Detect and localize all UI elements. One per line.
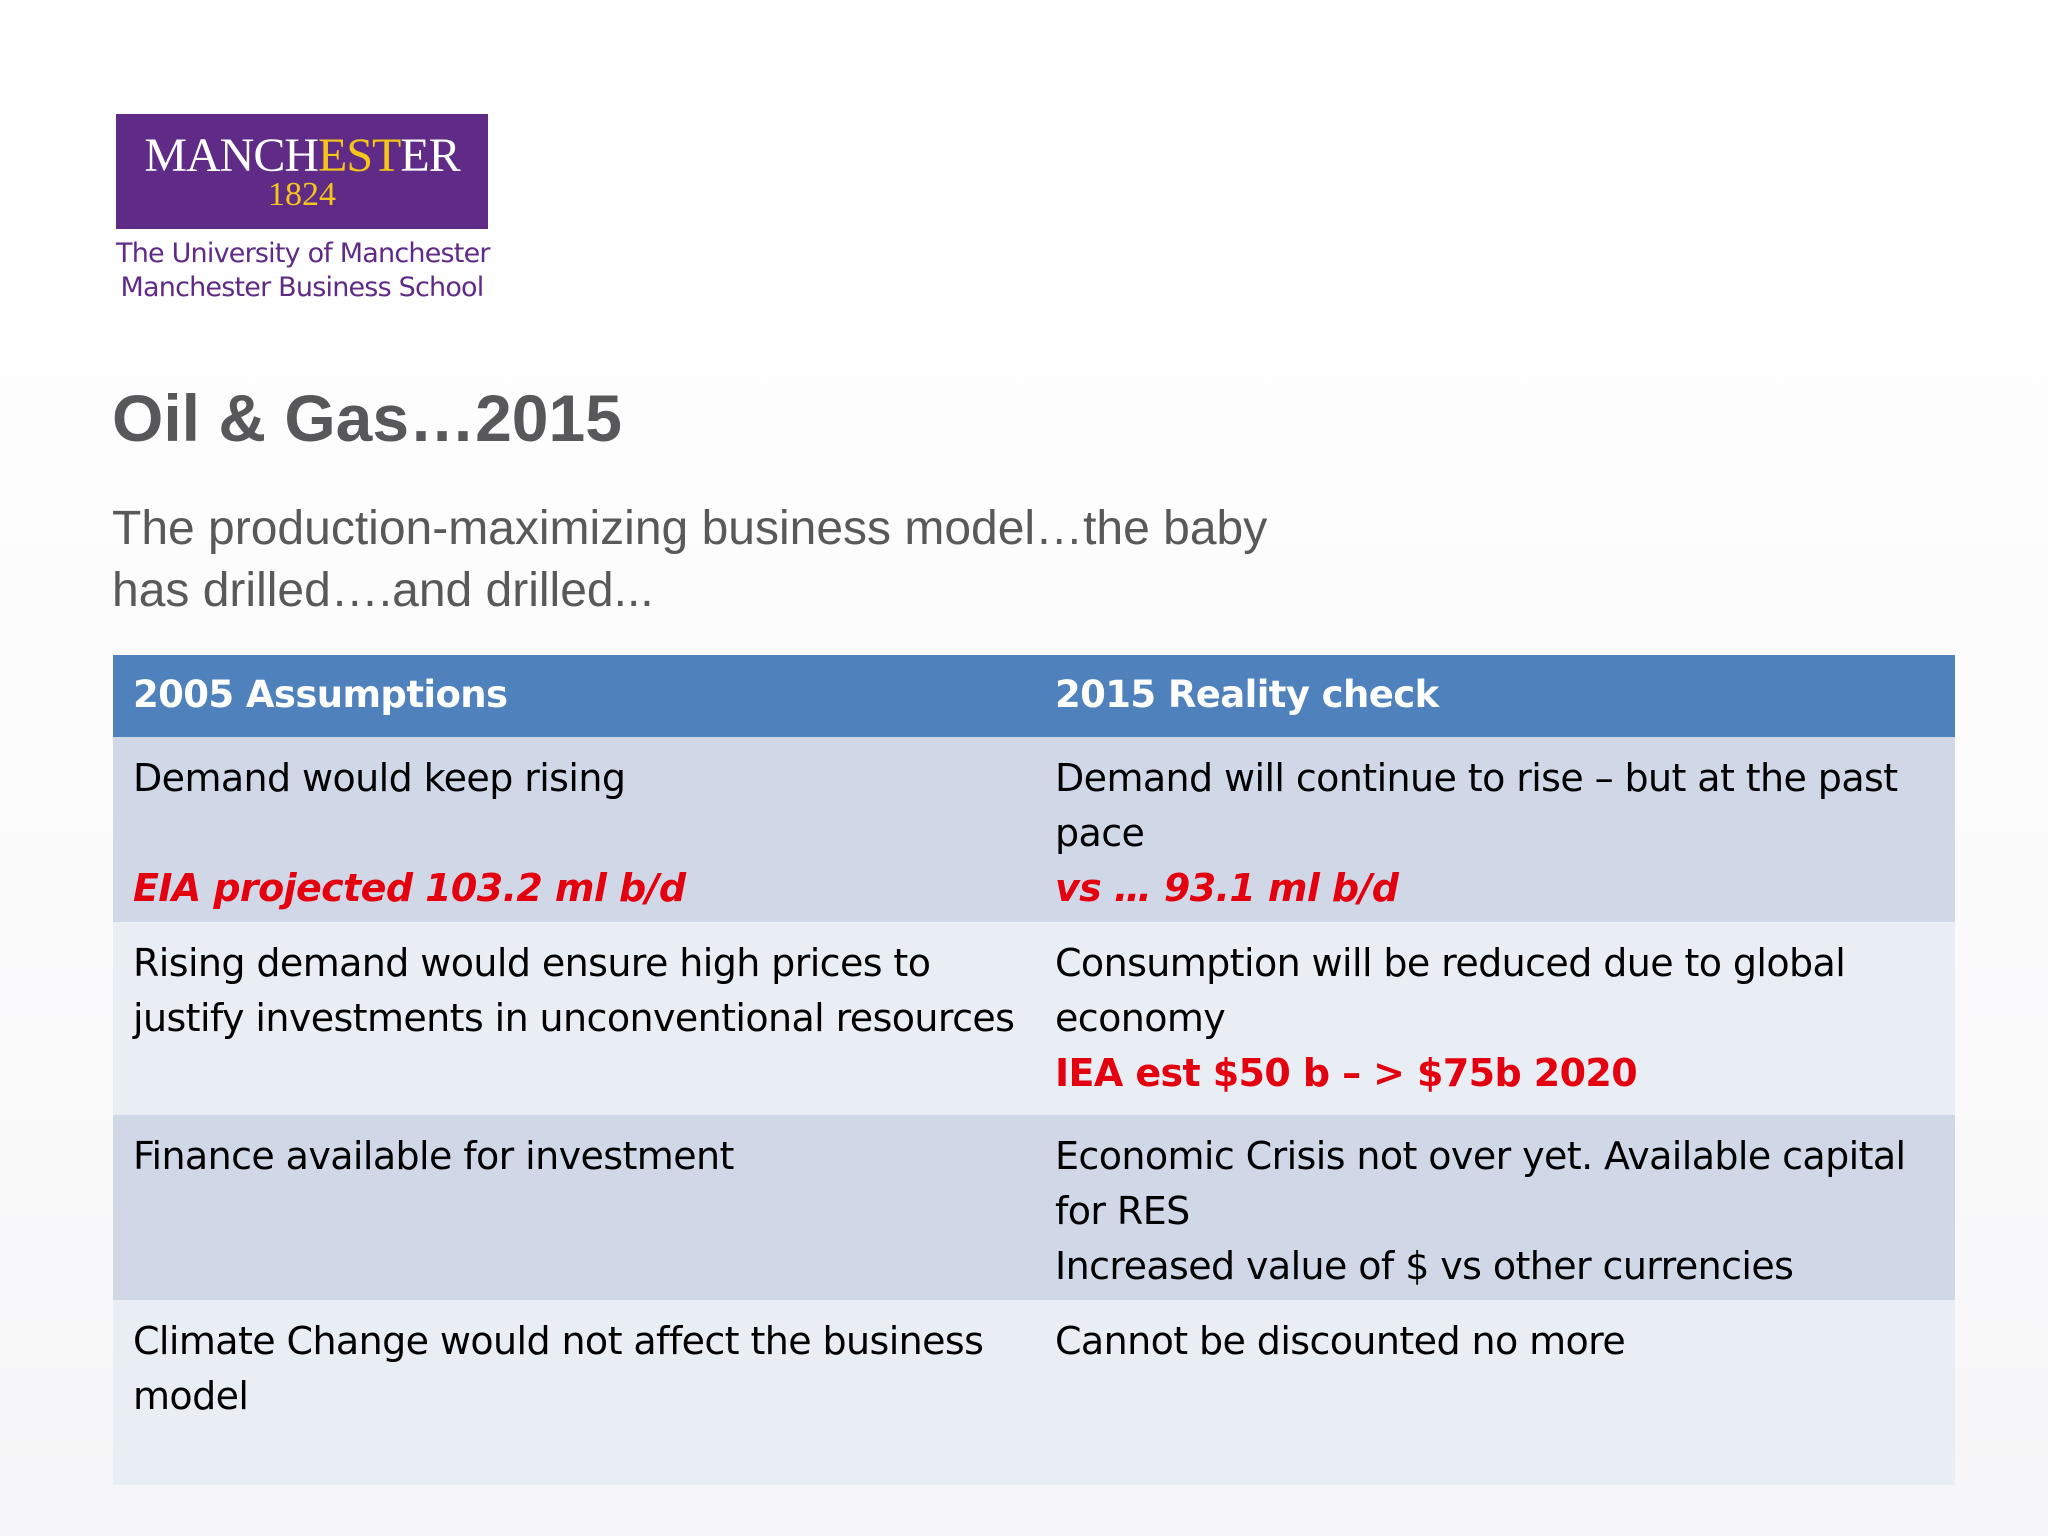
logo-wordmark-part3: ER — [400, 129, 460, 182]
cell-text: Cannot be discounted no more — [1055, 1319, 1626, 1363]
table-cell — [113, 1115, 1035, 1300]
cell-text: Consumption will be reduced due to global economy — [1055, 941, 1846, 1040]
cell-highlight: EIA projected 103.2 ml b/d — [133, 866, 686, 910]
logo-university-name: The University of Manchester — [116, 238, 490, 269]
cell-text: Economic Crisis not over yet. Available capital for RES — [1055, 1134, 1906, 1233]
table-cell — [1035, 1300, 1955, 1485]
table-cell — [113, 1300, 1035, 1485]
logo-wordmark — [116, 129, 488, 182]
table-cell — [1035, 922, 1955, 1115]
header-assumptions: 2005 Assumptions — [133, 673, 508, 716]
cell-spacer — [133, 806, 1015, 861]
table-row — [113, 1300, 1955, 1485]
table-row — [113, 737, 1955, 922]
table-cell — [113, 922, 1035, 1115]
header-reality-check: 2015 Reality check — [1055, 673, 1439, 716]
cell-text: Demand would keep rising — [133, 756, 626, 800]
table-header-row — [113, 655, 1955, 737]
table-cell — [1035, 1115, 1955, 1300]
cell-highlight: IEA est $50 b – > $75b 2020 — [1055, 1051, 1638, 1095]
table-row — [113, 1115, 1955, 1300]
logo-school-name: Manchester Business School — [120, 272, 484, 303]
table-cell — [113, 737, 1035, 922]
logo-wordmark-box — [116, 114, 488, 229]
slide-title: Oil & Gas…2015 — [112, 381, 622, 455]
comparison-table — [113, 655, 1955, 1485]
logo-wordmark-part2: EST — [318, 129, 401, 182]
cell-text: Demand will continue to rise – but at the past pace — [1055, 756, 1898, 855]
cell-highlight: vs … 93.1 ml b/d — [1055, 866, 1399, 910]
cell-text-extra: Increased value of $ vs other currencies — [1055, 1244, 1794, 1288]
slide-subtitle: The production-maximizing business model…the baby has drilled….and drilled... — [112, 502, 1268, 617]
cell-text: Rising demand would ensure high prices to justify investments in unconventional resources — [133, 941, 1015, 1040]
university-logo — [116, 114, 488, 305]
cell-text: Finance available for investment — [133, 1134, 734, 1178]
table-row — [113, 922, 1955, 1115]
table-cell — [1035, 737, 1955, 922]
cell-text: Climate Change would not affect the business model — [133, 1319, 984, 1418]
logo-year: 1824 — [268, 176, 336, 213]
logo-wordmark-part1: MANCH — [144, 129, 318, 182]
